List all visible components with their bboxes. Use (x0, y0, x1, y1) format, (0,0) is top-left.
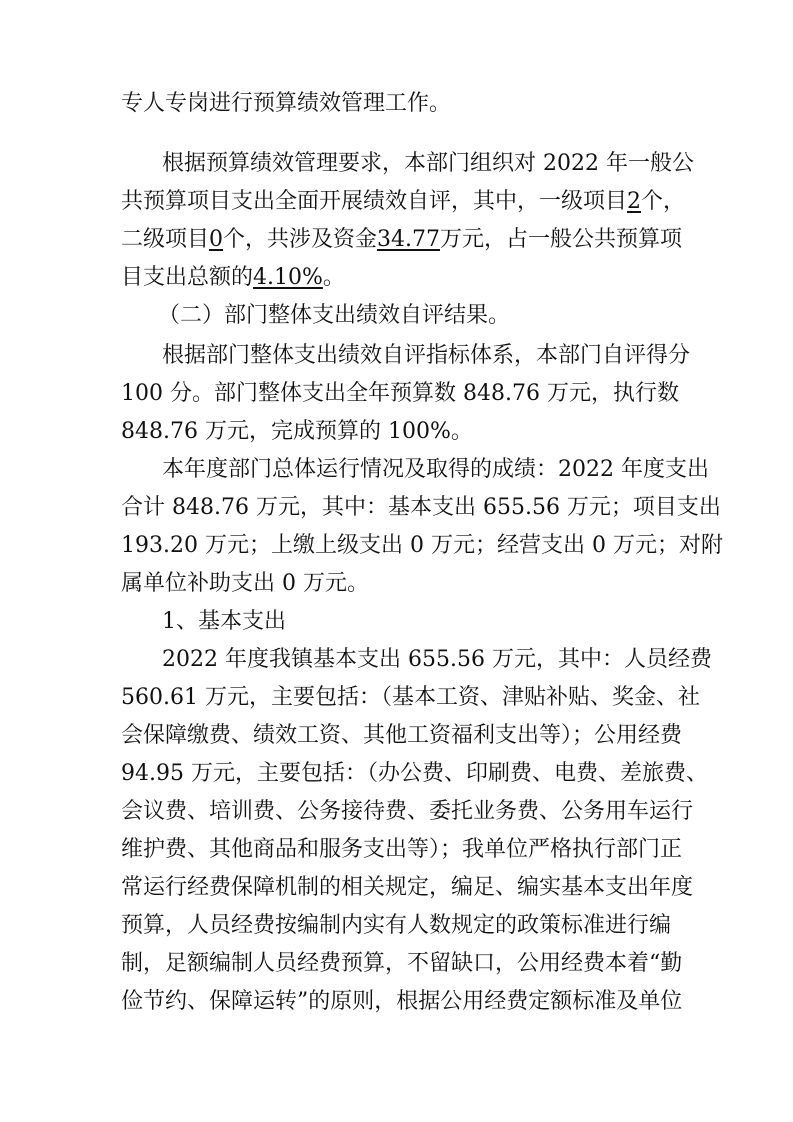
text-run: 万元，占一般公共预算项 (440, 227, 683, 252)
body-line (121, 718, 691, 754)
body-line (121, 680, 700, 716)
body-line (121, 566, 691, 602)
text-run: 2022 年度我镇基本支出 655.56 万元，其中：人员经费 (162, 647, 712, 672)
body-line (121, 946, 691, 982)
body-line (162, 642, 732, 678)
text-run: 常运行经费保障机制的相关规定，编足、编实基本支出年度 (121, 875, 694, 900)
text-run: 个，共涉及资金 (223, 227, 378, 252)
text-run: 本年度部门总体运行情况及取得的成绩：2022 年度支出 (162, 457, 709, 482)
text-run: 848.76 万元，完成预算的 100%。 (121, 419, 473, 444)
text-run: 个， (641, 189, 686, 214)
body-line (162, 452, 732, 488)
text-run: 专人专岗进行预算绩效管理工作。 (121, 91, 452, 116)
text-run: 合计 848.76 万元，其中：基本支出 655.56 万元；项目支出 (121, 495, 721, 520)
text-run: （二）部门整体支出绩效自评结果。 (158, 303, 511, 328)
body-line (162, 146, 732, 182)
body-line (121, 870, 694, 906)
subsection-heading (162, 604, 732, 640)
body-line (121, 260, 691, 296)
text-run: 560.61 万元，主要包括：（基本工资、津贴补贴、奖金、社 (121, 685, 700, 710)
text-run: 维护费、其他商品和服务支出等）；我单位严格执行部门正 (121, 837, 683, 862)
text-run: 预算，人员经费按编制内实有人数规定的政策标准进行编 (121, 913, 672, 938)
body-line (121, 86, 691, 122)
text-run: 根据预算绩效管理要求，本部门组织对 2022 年一般公 (162, 151, 694, 176)
underlined-value: 4.10% (253, 265, 323, 290)
text-run: 根据部门整体支出绩效自评指标体系，本部门自评得分 (162, 343, 691, 368)
body-line (121, 184, 691, 220)
text-run: 制，足额编制人员经费预算，不留缺口，公用经费本着“勤 (121, 951, 683, 976)
body-line (121, 756, 708, 792)
text-run: 二级项目 (121, 227, 210, 252)
body-line (121, 984, 691, 1020)
body-line (121, 376, 691, 412)
text-run: 目支出总额的 (121, 265, 254, 290)
text-run: 共预算项目支出全面开展绩效自评，其中，一级项目 (121, 189, 628, 214)
text-run: 属单位补助支出 0 万元。 (121, 571, 369, 596)
text-run: 94.95 万元，主要包括：（办公费、印刷费、电费、差旅费、 (121, 761, 708, 786)
body-line (121, 414, 691, 450)
body-line (121, 528, 723, 564)
text-run: 。 (322, 265, 345, 290)
body-line (121, 222, 691, 258)
underlined-value: 0 (209, 227, 224, 252)
text-run: 俭节约、保障运转”的原则，根据公用经费定额标准及单位 (121, 989, 683, 1014)
section-heading (158, 298, 728, 334)
text-run: 193.20 万元；上缴上级支出 0 万元；经营支出 0 万元；对附 (121, 533, 723, 558)
body-line (121, 832, 691, 868)
text-run: 1、基本支出 (162, 609, 286, 634)
text-run: 会议费、培训费、公务接待费、委托业务费、公务用车运行 (121, 799, 694, 824)
body-line (121, 908, 691, 944)
underlined-value: 2 (627, 189, 642, 214)
text-run: 会保障缴费、绩效工资、其他工资福利支出等）；公用经费 (121, 723, 683, 748)
body-line (121, 794, 694, 830)
body-line (162, 338, 732, 374)
body-line (121, 490, 721, 526)
text-run: 100 分。部门整体支出全年预算数 848.76 万元，执行数 (121, 381, 679, 406)
underlined-value: 34.77 (377, 227, 441, 252)
